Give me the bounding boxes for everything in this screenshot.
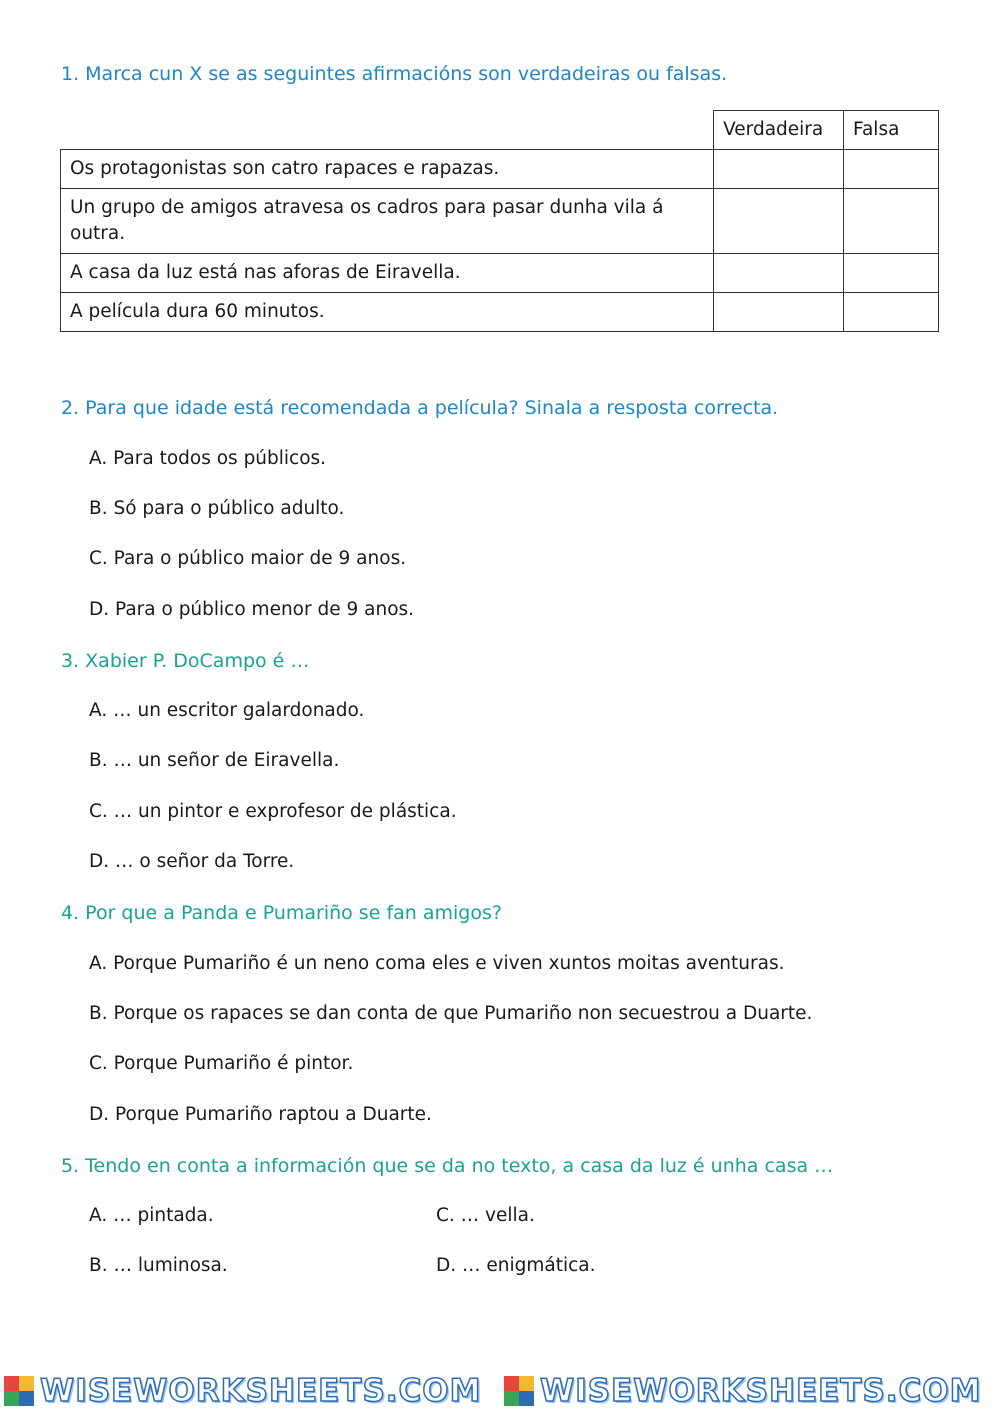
question-3-title: 3. Xabier P. DoCampo é …	[61, 650, 310, 672]
q3-option-c[interactable]: C. … un pintor e exprofesor de plástica.	[89, 801, 457, 822]
true-false-table	[60, 110, 939, 332]
q4-option-a[interactable]: A. Porque Pumariño é un neno coma eles e viven xuntos moitas aventuras.	[89, 953, 785, 974]
false-checkbox-cell[interactable]	[844, 293, 939, 332]
statement-cell: A casa da luz está nas aforas de Eiravella.	[61, 254, 714, 293]
q5-option-b[interactable]: B. … luminosa.	[89, 1255, 228, 1276]
footer-brand-text: WISEWORKSHEETS.COM	[540, 1373, 982, 1409]
footer-brand-text: WISEWORKSHEETS.COM	[40, 1373, 482, 1409]
q4-option-b[interactable]: B. Porque os rapaces se dan conta de que Pumariño non secuestrou a Duarte.	[89, 1003, 813, 1024]
q4-option-c[interactable]: C. Porque Pumariño é pintor.	[89, 1053, 354, 1074]
false-checkbox-cell[interactable]	[844, 189, 939, 254]
footer-brand	[4, 1374, 482, 1408]
wise-logo-icon	[504, 1376, 534, 1406]
q3-option-d[interactable]: D. … o señor da Torre.	[89, 851, 295, 872]
q2-option-c[interactable]: C. Para o público maior de 9 anos.	[89, 548, 407, 569]
q5-option-c[interactable]: C. … vella.	[436, 1205, 535, 1226]
table-row	[61, 150, 939, 189]
false-checkbox-cell[interactable]	[844, 254, 939, 293]
question-2-title: 2. Para que idade está recomendada a película? Sinala a resposta correcta.	[61, 397, 779, 419]
table-row	[61, 189, 939, 254]
q5-option-d[interactable]: D. … enigmática.	[436, 1255, 596, 1276]
true-checkbox-cell[interactable]	[714, 293, 844, 332]
q3-option-a[interactable]: A. … un escritor galardonado.	[89, 700, 365, 721]
q3-option-b[interactable]: B. … un señor de Eiravella.	[89, 750, 340, 771]
table-header-row	[61, 111, 939, 150]
table-row	[61, 254, 939, 293]
q2-option-b[interactable]: B. Só para o público adulto.	[89, 498, 345, 519]
header-verdadeira: Verdadeira	[714, 111, 844, 150]
footer-brand	[504, 1374, 982, 1408]
table-header-blank	[61, 111, 714, 150]
wise-logo-icon	[4, 1376, 34, 1406]
statement-cell: A película dura 60 minutos.	[61, 293, 714, 332]
false-checkbox-cell[interactable]	[844, 150, 939, 189]
q4-option-d[interactable]: D. Porque Pumariño raptou a Duarte.	[89, 1104, 432, 1125]
table-row	[61, 293, 939, 332]
true-checkbox-cell[interactable]	[714, 189, 844, 254]
question-5-title: 5. Tendo en conta a información que se da no texto, a casa da luz é unha casa …	[61, 1155, 834, 1177]
question-4-title: 4. Por que a Panda e Pumariño se fan amigos?	[61, 902, 502, 924]
true-checkbox-cell[interactable]	[714, 254, 844, 293]
q5-option-a[interactable]: A. … pintada.	[89, 1205, 214, 1226]
q2-option-d[interactable]: D. Para o público menor de 9 anos.	[89, 599, 415, 620]
true-checkbox-cell[interactable]	[714, 150, 844, 189]
statement-cell: Un grupo de amigos atravesa os cadros para pasar dunha vila á outra.	[61, 189, 714, 254]
footer-watermark	[0, 1370, 1000, 1413]
header-falsa: Falsa	[844, 111, 939, 150]
question-1-title: 1. Marca cun X se as seguintes afirmacións son verdadeiras ou falsas.	[61, 63, 728, 85]
q2-option-a[interactable]: A. Para todos os públicos.	[89, 448, 327, 469]
statement-cell: Os protagonistas son catro rapaces e rapazas.	[61, 150, 714, 189]
